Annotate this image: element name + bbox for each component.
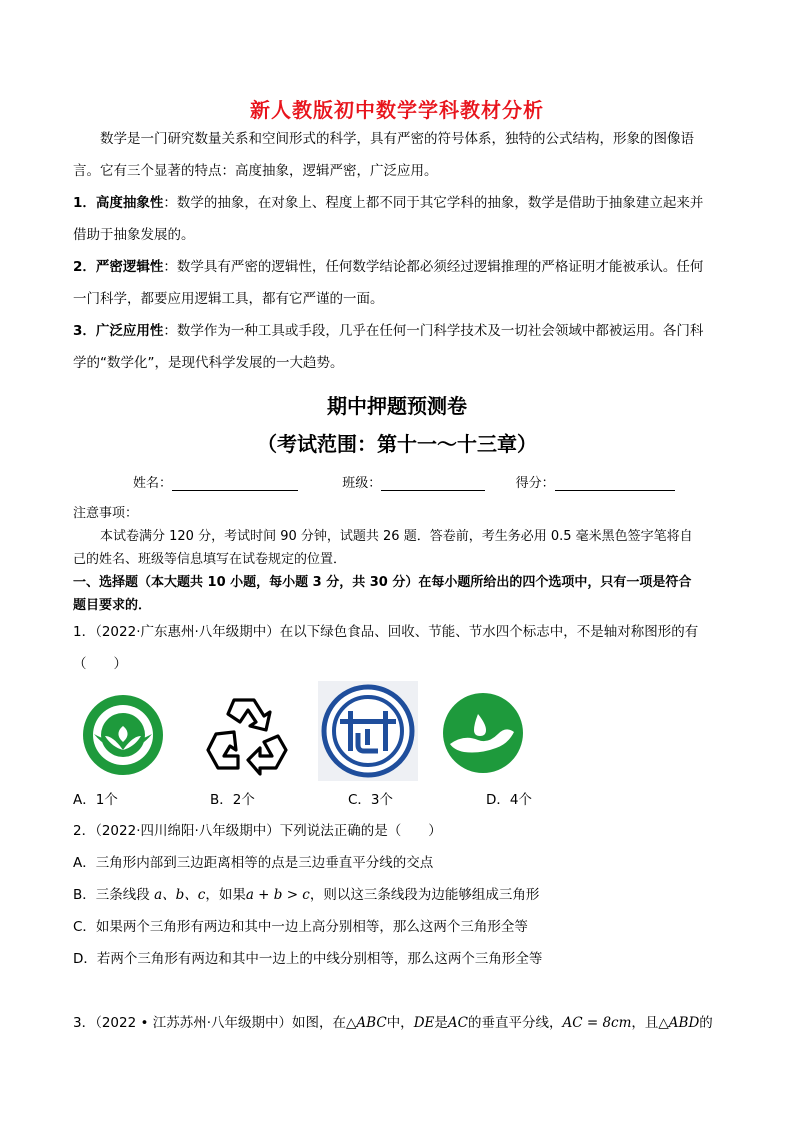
- q3-triangle-abc: △ABC: [346, 1015, 387, 1031]
- q1-option-c[interactable]: C．3个: [348, 792, 394, 808]
- feature-label: 1．高度抽象性: [73, 195, 164, 211]
- q3-equation: AC = 8cm: [562, 1015, 632, 1031]
- feature-label: 2．严密逻辑性: [73, 259, 164, 275]
- intro-line-1: 数学是一门研究数量关系和空间形式的科学，具有严密的符号体系，独特的公式结构，形象的图像语: [100, 131, 694, 147]
- exam-title: 期中押题预测卷: [327, 394, 467, 418]
- q2-option-b-pre: B．三条线段: [73, 887, 155, 903]
- feature-item-2: [73, 251, 721, 315]
- feature-text: ：数学的抽象，在对象上、程度上都不同于其它学科的抽象，数学是借助于抽象建立起来并: [163, 195, 704, 211]
- feature-text: ：数学具有严密的逻辑性，任何数学结论都必须经过逻辑推理的严格证明才能被承认。任何: [163, 259, 704, 275]
- q3-mid4: ，且: [631, 1015, 659, 1031]
- section-heading-line-1: 一、选择题（本大题共 10 小题，每小题 3 分，共 30 分）在每小题所给出的四个选项中，只有一项是符合: [73, 575, 692, 590]
- class-label: 班级：: [342, 476, 382, 491]
- q1-option-d[interactable]: D．4个: [486, 792, 532, 808]
- intro-line-2: 言。它有三个显著的特点：高度抽象，逻辑严密，广泛应用。: [73, 163, 438, 179]
- q3-mid1: 中，: [386, 1015, 414, 1031]
- recycle-logo-icon: [204, 694, 290, 776]
- name-label: 姓名：: [133, 476, 173, 491]
- question-1-blank: （ ）: [73, 656, 127, 672]
- notice-line-1: 本试卷满分 120 分，考试时间 90 分钟，试题共 26 题．答卷前，考生务必用 0.5 毫米黑色签字笔将自: [100, 529, 693, 544]
- q2-option-c[interactable]: C．如果两个三角形有两边和其中一边上高分别相等，那么这两个三角形全等: [73, 919, 528, 935]
- exam-subtitle: （考试范围：第十一～十三章）: [257, 432, 537, 456]
- name-field[interactable]: [172, 475, 298, 491]
- question-3: [73, 1007, 733, 1039]
- q2-option-a[interactable]: A．三角形内部到三边距离相等的点是三边垂直平分线的交点: [73, 855, 434, 871]
- score-label: 得分：: [515, 476, 555, 491]
- q3-de: DE: [413, 1015, 435, 1031]
- water-saving-logo-icon: [440, 690, 526, 776]
- q1-option-a[interactable]: A．1个: [73, 792, 118, 808]
- q3-triangle-abd: △ABD: [658, 1015, 700, 1031]
- q3-post: 的: [699, 1015, 713, 1031]
- document-title: 新人教版初中数学学科教材分析: [250, 98, 544, 122]
- question-2: [73, 815, 733, 975]
- feature-label: 3．广泛应用性: [73, 323, 164, 339]
- feature-text-cont: 借助于抽象发展的。: [73, 227, 195, 243]
- feature-item-1: [73, 187, 721, 251]
- feature-text-cont: 学的“数学化”，是现代科学发展的一大趋势。: [73, 355, 344, 371]
- q2-option-b-inequality: a + b > c: [245, 887, 310, 903]
- q3-mid3: 的垂直平分线，: [467, 1015, 563, 1031]
- notice-heading: 注意事项：: [73, 506, 139, 521]
- notice-block: [73, 502, 733, 617]
- question-1-stem: 1．（2022·广东惠州·八年级期中）在以下绿色食品、回收、节能、节水四个标志中，不是轴对称图形的有: [73, 624, 699, 640]
- section-heading-line-2: 题目要求的．: [73, 598, 152, 613]
- q3-ac: AC: [447, 1015, 468, 1031]
- q2-option-b[interactable]: [73, 879, 733, 911]
- green-food-logo-icon: [80, 692, 166, 778]
- question-1: [73, 616, 733, 680]
- q2-option-d[interactable]: D．若两个三角形有两边和其中一边上的中线分别相等，那么这两个三角形全等: [73, 951, 543, 967]
- q2-option-b-vars: a、b、c: [154, 887, 206, 903]
- q3-pre: 3．（2022 • 江苏苏州·八年级期中）如图，在: [73, 1015, 347, 1031]
- notice-line-2: 己的姓名、班级等信息填写在试卷规定的位置．: [73, 552, 347, 567]
- q3-mid2: 是: [434, 1015, 448, 1031]
- energy-saving-logo-icon: [318, 681, 418, 781]
- score-field[interactable]: [555, 475, 675, 491]
- feature-text: ：数学作为一种工具或手段，几乎在任何一门科学技术及一切社会领域中都被运用。各门科: [163, 323, 704, 339]
- info-fields: [133, 472, 675, 491]
- feature-text-cont: 一门科学，都要应用逻辑工具，都有它严谨的一面。: [73, 291, 384, 307]
- q1-option-b[interactable]: B．2个: [210, 792, 255, 808]
- intro-paragraph: [73, 123, 721, 187]
- question-2-stem: 2．（2022·四川绵阳·八年级期中）下列说法正确的是（ ）: [73, 823, 442, 839]
- class-field[interactable]: [381, 475, 485, 491]
- q2-option-b-mid: ，如果: [205, 887, 246, 903]
- q2-option-b-post: ，则以这三条线段为边能够组成三角形: [309, 887, 540, 903]
- feature-item-3: [73, 315, 721, 379]
